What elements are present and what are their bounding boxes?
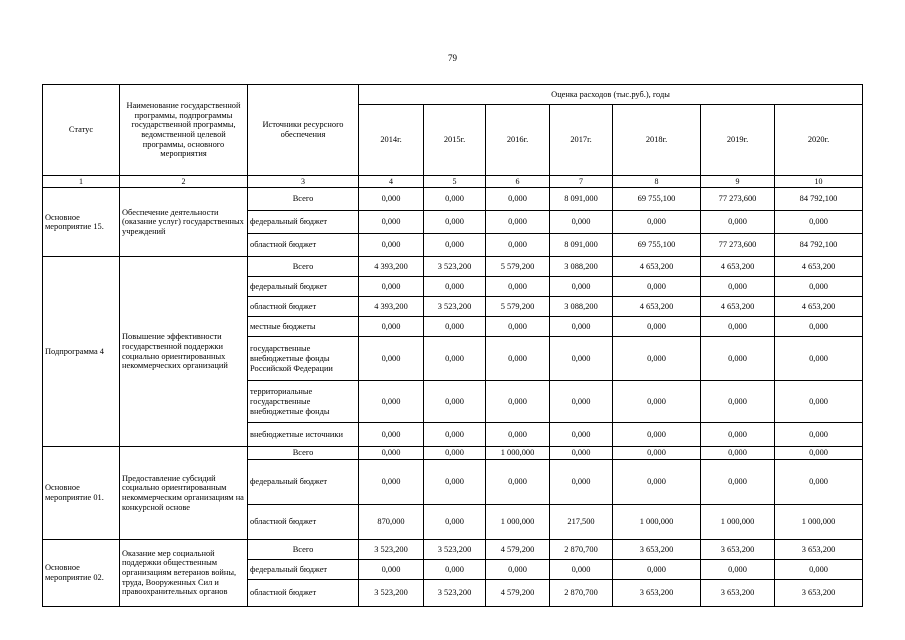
value-cell: 0,000 (775, 447, 863, 460)
expenditure-table (42, 84, 863, 607)
value-cell: 0,000 (613, 381, 701, 423)
value-cell: 0,000 (359, 277, 424, 297)
value-cell: 3 523,200 (359, 579, 424, 606)
value-cell: 4 653,200 (613, 257, 701, 277)
value-cell: 0,000 (775, 277, 863, 297)
source-cell: областной бюджет (248, 297, 359, 317)
value-cell: 0,000 (550, 381, 613, 423)
status-cell: Основное мероприятие 01. (43, 447, 120, 540)
source-cell: внебюджетные источники (248, 423, 359, 447)
value-cell: 0,000 (701, 381, 775, 423)
value-cell: 870,000 (359, 504, 424, 539)
source-cell: Всего (248, 257, 359, 277)
value-cell: 3 653,200 (775, 539, 863, 559)
value-cell: 84 792,100 (775, 188, 863, 211)
source-cell: областной бюджет (248, 579, 359, 606)
value-cell: 3 653,200 (775, 579, 863, 606)
value-cell: 0,000 (613, 447, 701, 460)
value-cell: 0,000 (550, 559, 613, 579)
header-status: Статус (43, 85, 120, 176)
source-cell: федеральный бюджет (248, 459, 359, 504)
value-cell: 4 653,200 (701, 297, 775, 317)
value-cell: 0,000 (486, 559, 550, 579)
value-cell: 0,000 (424, 317, 486, 337)
value-cell: 217,500 (550, 504, 613, 539)
value-cell: 0,000 (424, 381, 486, 423)
value-cell: 0,000 (701, 459, 775, 504)
table-body (43, 188, 863, 607)
value-cell: 0,000 (424, 234, 486, 257)
column-number: 6 (486, 176, 550, 188)
value-cell: 4 653,200 (613, 297, 701, 317)
value-cell: 3 653,200 (701, 579, 775, 606)
value-cell: 69 755,100 (613, 234, 701, 257)
value-cell: 0,000 (613, 317, 701, 337)
value-cell: 0,000 (550, 337, 613, 381)
table-row (43, 257, 863, 277)
column-number: 3 (248, 176, 359, 188)
value-cell: 0,000 (486, 211, 550, 234)
value-cell: 0,000 (486, 317, 550, 337)
value-cell: 77 273,600 (701, 234, 775, 257)
value-cell: 0,000 (701, 337, 775, 381)
status-cell: Подпрограмма 4 (43, 257, 120, 447)
value-cell: 3 088,200 (550, 257, 613, 277)
value-cell: 0,000 (486, 381, 550, 423)
value-cell: 0,000 (424, 277, 486, 297)
value-cell: 0,000 (550, 211, 613, 234)
value-cell: 0,000 (359, 337, 424, 381)
value-cell: 3 523,200 (424, 297, 486, 317)
value-cell: 0,000 (550, 459, 613, 504)
value-cell: 0,000 (775, 423, 863, 447)
value-cell: 0,000 (775, 459, 863, 504)
value-cell: 0,000 (701, 423, 775, 447)
value-cell: 77 273,600 (701, 188, 775, 211)
value-cell: 0,000 (775, 559, 863, 579)
value-cell: 0,000 (613, 459, 701, 504)
source-cell: территориальные государственные внебюджетные фонды (248, 381, 359, 423)
value-cell: 0,000 (486, 188, 550, 211)
value-cell: 0,000 (359, 559, 424, 579)
value-cell: 4 393,200 (359, 297, 424, 317)
value-cell: 3 088,200 (550, 297, 613, 317)
value-cell: 0,000 (486, 423, 550, 447)
header-estimate: Оценка расходов (тыс.руб.), годы (359, 85, 863, 105)
header-year: 2020г. (775, 105, 863, 176)
value-cell: 4 393,200 (359, 257, 424, 277)
value-cell: 3 653,200 (613, 539, 701, 559)
table-row (43, 539, 863, 559)
header-name: Наименование государственной программы, подпрограммы государственной программы, ведомственной целевой программы, основного мероприятия (120, 85, 248, 176)
value-cell: 0,000 (701, 447, 775, 460)
value-cell: 0,000 (775, 211, 863, 234)
value-cell: 1 000,000 (613, 504, 701, 539)
value-cell: 1 000,000 (775, 504, 863, 539)
value-cell: 0,000 (359, 381, 424, 423)
value-cell: 0,000 (613, 277, 701, 297)
source-cell: местные бюджеты (248, 317, 359, 337)
value-cell: 5 579,200 (486, 297, 550, 317)
status-cell: Основное мероприятие 02. (43, 539, 120, 606)
source-cell: Всего (248, 188, 359, 211)
value-cell: 3 523,200 (359, 539, 424, 559)
value-cell: 0,000 (613, 559, 701, 579)
value-cell: 0,000 (424, 447, 486, 460)
value-cell: 0,000 (701, 211, 775, 234)
value-cell: 3 653,200 (701, 539, 775, 559)
program-name-cell: Оказание мер социальной поддержки общественным организациям ветеранов войны, труда, Вооруженных Сил и правоохранительных органов (120, 539, 248, 606)
header-year: 2017г. (550, 105, 613, 176)
value-cell: 1 000,000 (486, 447, 550, 460)
source-cell: областной бюджет (248, 504, 359, 539)
value-cell: 0,000 (550, 317, 613, 337)
value-cell: 0,000 (424, 188, 486, 211)
program-name-cell: Обеспечение деятельности (оказание услуг) государственных учреждений (120, 188, 248, 257)
header-year: 2015г. (424, 105, 486, 176)
value-cell: 4 579,200 (486, 539, 550, 559)
program-name-cell: Предоставление субсидий социально ориентированным некоммерческим организациям на конкурсной основе (120, 447, 248, 540)
column-number: 7 (550, 176, 613, 188)
page-number: 79 (448, 53, 457, 63)
column-number: 10 (775, 176, 863, 188)
program-name-cell: Повышение эффективности государственной поддержки социально ориентированных некоммерческих организаций (120, 257, 248, 447)
value-cell: 1 000,000 (486, 504, 550, 539)
value-cell: 0,000 (424, 211, 486, 234)
value-cell: 3 523,200 (424, 539, 486, 559)
value-cell: 0,000 (550, 423, 613, 447)
value-cell: 0,000 (359, 317, 424, 337)
value-cell: 2 870,700 (550, 579, 613, 606)
column-number: 9 (701, 176, 775, 188)
value-cell: 0,000 (613, 211, 701, 234)
value-cell: 0,000 (359, 188, 424, 211)
value-cell: 0,000 (486, 277, 550, 297)
header-year: 2018г. (613, 105, 701, 176)
value-cell: 69 755,100 (613, 188, 701, 211)
column-numbers-row (43, 176, 863, 188)
source-cell: государственные внебюджетные фонды Российской Федерации (248, 337, 359, 381)
value-cell: 3 523,200 (424, 257, 486, 277)
value-cell: 0,000 (775, 381, 863, 423)
value-cell: 2 870,700 (550, 539, 613, 559)
value-cell: 8 091,000 (550, 234, 613, 257)
value-cell: 0,000 (359, 447, 424, 460)
table-row (43, 447, 863, 460)
value-cell: 0,000 (359, 423, 424, 447)
value-cell: 0,000 (701, 559, 775, 579)
column-number: 4 (359, 176, 424, 188)
value-cell: 0,000 (775, 337, 863, 381)
value-cell: 4 653,200 (775, 257, 863, 277)
value-cell: 0,000 (359, 459, 424, 504)
value-cell: 3 523,200 (424, 579, 486, 606)
value-cell: 0,000 (424, 504, 486, 539)
value-cell: 5 579,200 (486, 257, 550, 277)
value-cell: 0,000 (701, 317, 775, 337)
column-number: 8 (613, 176, 701, 188)
header-sources: Источники ресурсного обеспечения (248, 85, 359, 176)
value-cell: 0,000 (613, 423, 701, 447)
value-cell: 0,000 (613, 337, 701, 381)
header-year: 2014г. (359, 105, 424, 176)
value-cell: 4 653,200 (701, 257, 775, 277)
value-cell: 0,000 (359, 211, 424, 234)
header-year: 2019г. (701, 105, 775, 176)
source-cell: Всего (248, 539, 359, 559)
value-cell: 0,000 (424, 459, 486, 504)
value-cell: 0,000 (486, 459, 550, 504)
value-cell: 4 653,200 (775, 297, 863, 317)
header-year: 2016г. (486, 105, 550, 176)
column-number: 5 (424, 176, 486, 188)
table-row (43, 188, 863, 211)
value-cell: 1 000,000 (701, 504, 775, 539)
value-cell: 0,000 (486, 337, 550, 381)
value-cell: 0,000 (701, 277, 775, 297)
source-cell: федеральный бюджет (248, 211, 359, 234)
value-cell: 0,000 (775, 317, 863, 337)
column-number: 2 (120, 176, 248, 188)
value-cell: 0,000 (424, 559, 486, 579)
value-cell: 0,000 (424, 423, 486, 447)
source-cell: федеральный бюджет (248, 559, 359, 579)
value-cell: 0,000 (486, 234, 550, 257)
value-cell: 4 579,200 (486, 579, 550, 606)
value-cell: 0,000 (550, 277, 613, 297)
source-cell: федеральный бюджет (248, 277, 359, 297)
column-number: 1 (43, 176, 120, 188)
value-cell: 3 653,200 (613, 579, 701, 606)
value-cell: 84 792,100 (775, 234, 863, 257)
source-cell: областной бюджет (248, 234, 359, 257)
value-cell: 0,000 (550, 447, 613, 460)
status-cell: Основное мероприятие 15. (43, 188, 120, 257)
value-cell: 8 091,000 (550, 188, 613, 211)
value-cell: 0,000 (424, 337, 486, 381)
value-cell: 0,000 (359, 234, 424, 257)
source-cell: Всего (248, 447, 359, 460)
